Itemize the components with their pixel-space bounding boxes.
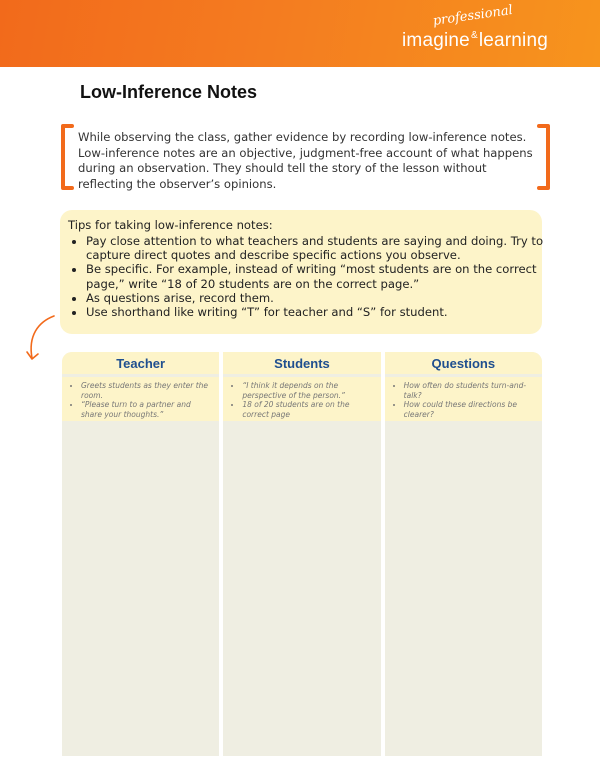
questions-column[interactable] bbox=[385, 352, 542, 756]
intro-paragraph: While observing the class, gather evidence by recording low-inference notes. Low-inference notes are an objective, judgment-free account of what happens during an observation. They should tell the story of the lesson without reflecting the observer’s opinions. bbox=[78, 130, 533, 191]
teacher-examples bbox=[62, 377, 219, 421]
curved-arrow-icon bbox=[24, 312, 58, 366]
tips-box bbox=[60, 210, 542, 334]
tip-item: • As questions arise, record them. bbox=[86, 291, 546, 305]
tips-list bbox=[68, 234, 546, 319]
teacher-column[interactable] bbox=[62, 352, 219, 756]
page-title: Low-Inference Notes bbox=[80, 82, 258, 102]
students-column[interactable] bbox=[223, 352, 380, 756]
left-bracket-icon bbox=[58, 123, 76, 191]
header-banner bbox=[0, 0, 600, 67]
questions-examples bbox=[385, 377, 542, 421]
brand-right: learning bbox=[478, 30, 549, 51]
tips-lead: Tips for taking low-inference notes: bbox=[68, 218, 273, 232]
example-item: • “I think it depends on the perspective of the person.” bbox=[242, 381, 374, 400]
column-header-teacher: Teacher bbox=[62, 352, 219, 374]
example-item: • 18 of 20 students are on the correct page bbox=[242, 400, 374, 419]
example-item: • How could these directions be clearer? bbox=[404, 400, 536, 419]
brand-script-text: professional bbox=[431, 2, 514, 29]
tip-item: • Pay close attention to what teachers and students are saying and doing. Try to capture direct quotes and describe specific actions you observe. bbox=[86, 234, 546, 262]
brand-left: imagine bbox=[402, 30, 470, 51]
students-examples bbox=[223, 377, 380, 421]
brand-wordmark bbox=[402, 30, 548, 52]
column-header-questions: Questions bbox=[385, 352, 542, 374]
right-bracket-icon bbox=[535, 123, 553, 191]
tip-item: • Be specific. For example, instead of writing “most students are on the correct page,” write “18 of 20 students are on the correct page.” bbox=[86, 262, 546, 290]
tip-item: • Use shorthand like writing “T” for teacher and “S” for student. bbox=[86, 305, 546, 319]
example-item: • How often do students turn-and-talk? bbox=[404, 381, 536, 400]
example-item: • Greets students as they enter the room. bbox=[81, 381, 213, 400]
brand-amp: & bbox=[470, 30, 478, 41]
column-header-students: Students bbox=[223, 352, 380, 374]
brand-logo bbox=[402, 2, 552, 56]
notes-table bbox=[62, 352, 542, 756]
example-item: • “Please turn to a partner and share your thoughts.” bbox=[81, 400, 213, 419]
